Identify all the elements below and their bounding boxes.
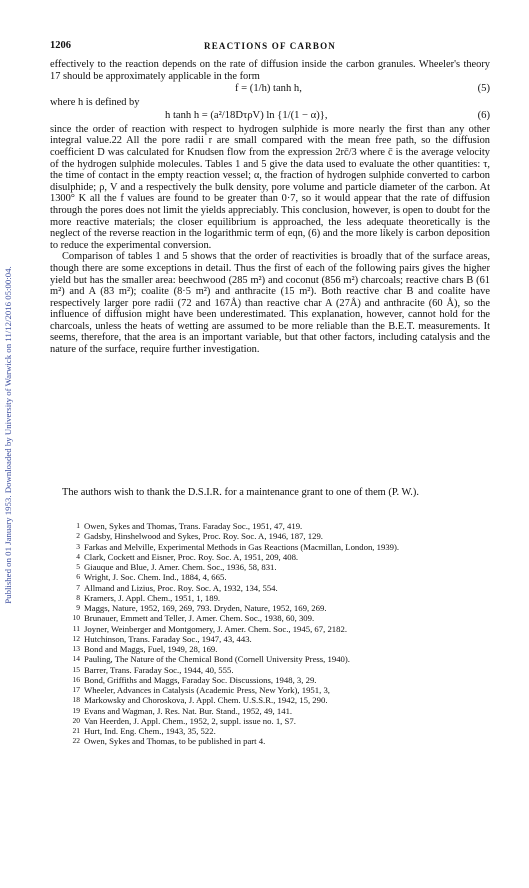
page-number: 1206 [50,40,71,51]
reference-number: 5 [76,562,80,571]
reference-text: Joyner, Weinberger and Montgomery, J. Amer. Chem. Soc., 1945, 67, 2182. [84,623,348,634]
reference-text: Barrer, Trans. Faraday Soc., 1944, 40, 555. [84,664,234,675]
reference-item [68,593,488,603]
paragraph-1: since the order of reaction with respect to hydrogen sulphide is more nearly the first than any other integral value.22 All the pore radii r are small compared with the mean free path, so the diffusion coefficient D was calculated for Knudsen flow from the expression 2rc̄/3 where c̄ is the average velocity of the hydrogen sulphide molecules. Tables 1 and 5 give the data used to evaluate the other quantities: τ, the time of contact in the empty reaction vessel; α, the fraction of hydrogen sulphide converted to carbon disulphide; ρ, V and a respectively the bulk density, pore volume and particle diameter of the carbon. At 1300° K all the f values are found to be greater than 0·7, so it would appear that the rate of diffusion through the pores does not limit the yields appreciably. This conclusion, however, is open to doubt for the more reactive materials; the closer equilibrium is approached, the less adequate theoretically is the neglect of the reverse reaction in the logarithmic term of eqn, (6) and the more likely is carbon deposition to reduce the experimental conversion. [50,123,490,251]
reference-text: Gadsby, Hinshelwood and Sykes, Proc. Roy. Soc. A, 1946, 187, 129. [84,531,323,542]
reference-number: 6 [76,572,80,582]
reference-text: Farkas and Melville, Experimental Methods in Gas Reactions (Macmillan, London, 1939). [84,541,400,552]
reference-text: Maggs, Nature, 1952, 169, 269, 793. Dryden, Nature, 1952, 169, 269. [84,603,327,613]
equation-5-expression: f = (1/h) tanh h, [235,83,302,95]
reference-item [68,695,488,705]
reference-number: 12 [72,633,80,643]
reference-number: 13 [72,644,80,653]
reference-item [68,644,488,654]
page-header [50,40,490,54]
reference-text: Kramers, J. Appl. Chem., 1951, 1, 189. [84,592,221,603]
reference-list [68,521,488,747]
reference-text: Brunauer, Emmett and Teller, J. Amer. Chem. Soc., 1938, 60, 309. [84,613,315,624]
reference-text: Clark, Cockett and Eisner, Proc. Roy. Soc. A, 1951, 209, 408. [84,551,299,562]
reference-number: 7 [76,582,80,592]
reference-item [68,521,488,531]
reference-item [68,613,488,623]
reference-item [68,562,488,572]
reference-number: 11 [72,623,80,633]
reference-text: Evans and Wagman, J. Res. Nat. Bur. Stand., 1952, 49, 141. [84,705,293,716]
reference-number: 18 [72,695,80,705]
reference-item [68,552,488,562]
reference-text: Allmand and Lizius, Proc. Roy. Soc. A, 1932, 134, 554. [84,582,278,593]
reference-text: Bond, Griffiths and Maggs, Faraday Soc. Discussions, 1948, 3, 29. [84,674,317,685]
reference-number: 20 [72,715,80,725]
reference-item [68,542,488,552]
reference-item [68,654,488,664]
download-notice: Published on 01 January 1953. Downloaded by University of Warwick on 11/12/2016 05:00:04. [3,266,13,604]
reference-item [68,531,488,541]
reference-text: Van Heerden, J. Appl. Chem., 1952, 2, suppl. issue no. 1, S7. [84,715,296,726]
reference-text: Wright, J. Soc. Chem. Ind., 1884, 4, 665. [84,572,227,583]
reference-item [68,706,488,716]
reference-text: Hutchinson, Trans. Faraday Soc., 1947, 43, 443. [84,633,252,644]
reference-item [68,583,488,593]
reference-number: 15 [72,664,80,674]
reference-text: Pauling, The Nature of the Chemical Bond (Cornell University Press, 1940). [84,654,350,665]
reference-number: 9 [76,603,80,612]
reference-number: 8 [76,592,80,602]
reference-item [68,665,488,675]
reference-number: 4 [76,551,80,561]
main-text [50,59,490,356]
reference-number: 10 [72,613,80,623]
reference-text: Owen, Sykes and Thomas, Trans. Faraday Soc., 1951, 47, 419. [84,521,303,531]
reference-item [68,624,488,634]
reference-item [68,675,488,685]
reference-number: 3 [76,541,80,551]
where-line: where h is defined by [50,97,140,109]
reference-item [68,736,488,746]
reference-number: 22 [72,736,80,746]
reference-number: 17 [72,685,80,694]
reference-number: 2 [76,531,80,541]
reference-text: Wheeler, Advances in Catalysis (Academic Press, New York), 1951, 3, [84,685,330,695]
equation-6-expression: h tanh h = (a²/18DτρV) ln {1/(1 − α)}, [165,109,328,121]
reference-number: 1 [76,521,80,530]
equation-6 [50,109,490,124]
reference-item [68,634,488,644]
equation-5-number: (5) [477,83,490,95]
reference-item [68,685,488,695]
acknowledgement [50,487,490,499]
reference-text: Owen, Sykes and Thomas, to be published in part 4. [84,736,266,747]
reference-item [68,716,488,726]
reference-text: Hurt, Ind. Eng. Chem., 1943, 35, 522. [84,726,216,736]
equation-5 [50,82,490,97]
paragraph-2: Comparison of tables 1 and 5 shows that the order of reactivities is broadly that of the surface areas, though there are some exceptions in detail. Thus the first of each of the following pairs gives the higher yield but has the smaller area: beechwood (285 m²) and coconut (856 m²) charcoals; reactive chars B (61 m²) and A (83 m²); coalite (8·5 m²) and anthracite (15 m²). Both reactive char B and coalite have respectively larger pore radii (72 and 167Å) than reactive char A (27Å) and anthracite (60 Å), so the influence of diffusion might have been underestimated. This explanation, however, cannot hold for the charcoals, unless the heats of wetting are assumed to be more reliable than the B.E.T. measurements. It seems, therefore, that the area is an important variable, but that other factors, including catalysis and the nature of the surface, require further investigation. [50,251,490,356]
reference-text: Markowsky and Choroskova, J. Appl. Chem. U.S.S.R., 1942, 15, 290. [84,695,328,706]
reference-text: Giauque and Blue, J. Amer. Chem. Soc., 1936, 58, 831. [84,562,277,572]
reference-item [68,603,488,613]
reference-number: 21 [72,726,80,735]
acknowledgement-text: The authors wish to thank the D.S.I.R. for a maintenance grant to one of them (P. W.). [62,487,419,498]
equation-6-number: (6) [477,109,490,121]
running-title: REACTIONS OF CARBON [204,41,336,51]
reference-item [68,572,488,582]
intro-paragraph: effectively to the reaction depends on the rate of diffusion inside the carbon granules. Wheeler's theory 17 should be approximately applicable in the form [50,59,490,82]
reference-item [68,726,488,736]
reference-number: 14 [72,654,80,664]
reference-number: 16 [72,674,80,684]
reference-number: 19 [72,705,80,715]
reference-text: Bond and Maggs, Fuel, 1949, 28, 169. [84,644,218,654]
